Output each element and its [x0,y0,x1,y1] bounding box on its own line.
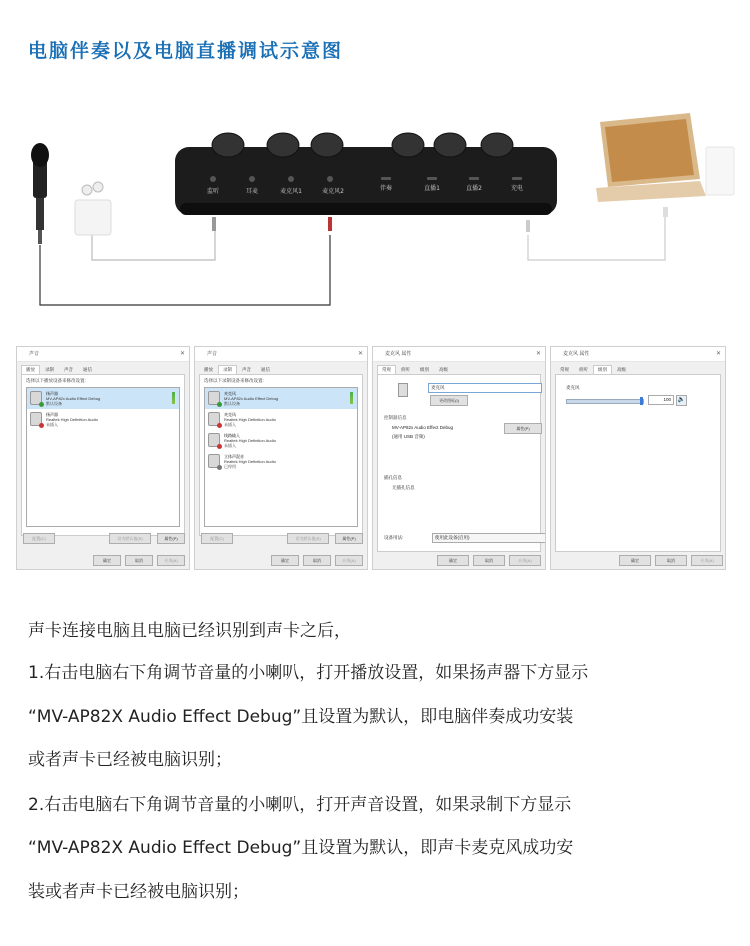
stereo-mix-icon [208,454,220,468]
controller-sub: (通用 USB 音频) [392,434,425,439]
tab-general[interactable]: 常规 [377,365,396,374]
device-list [26,387,180,527]
port-label: 麦克风2 [322,188,344,195]
tab-playback[interactable]: 播放 [204,367,213,372]
tab-levels[interactable]: 级别 [593,365,612,374]
device-item[interactable]: 立体声混音 Realtek High Definition Audio 已停用 [205,451,357,472]
tab-sounds[interactable]: 声音 [64,367,73,372]
window-title: 麦克风 属性 [563,351,590,357]
cable-usb [528,215,665,260]
level-value-field[interactable]: 100 [648,395,674,405]
port-label: 充电 [510,185,524,192]
tab-recording[interactable]: 录制 [45,367,54,372]
mic-level-label: 麦克风 [566,385,580,390]
volume-slider[interactable] [566,399,644,404]
paragraph-step2-line1: 2.右击电脑右下角调节音量的小喇叭，打开声音设置，如果录制下方显示 [28,795,572,815]
port-label: 麦克风1 [280,188,302,195]
apply-button[interactable]: 应用(A) [509,555,541,566]
close-icon[interactable]: ✕ [535,351,541,357]
ok-button[interactable]: 确定 [619,555,651,566]
cancel-button[interactable]: 取消 [473,555,505,566]
device-list [204,387,358,527]
sound-card-device [175,133,557,232]
power-adapter-image [706,147,734,195]
tab-advanced[interactable]: 高级 [439,367,448,372]
device-item[interactable]: 扬声器 MV-AP82x Audio Effect Debug 默认设备 [27,388,179,409]
set-default-button[interactable]: 设为默认值(S) [109,533,151,544]
usage-label: 设备用法: [384,535,404,540]
device-item[interactable]: 麦克风 Realtek High Definition Audio 未插入 [205,409,357,430]
paragraph-intro: 声卡连接电脑且电脑已经识别到声卡之后， [28,621,351,641]
device-item[interactable]: 麦克风 MV-AP82x Audio Effect Debug 默认设备 [205,388,357,409]
tab-levels[interactable]: 级别 [420,367,429,372]
sound-dialog-recording [194,346,368,570]
sound-dialog-playback [16,346,190,570]
properties-button[interactable]: 属性(P) [335,533,363,544]
apply-button[interactable]: 应用(A) [335,555,363,566]
close-icon[interactable]: ✕ [357,351,363,357]
port-label: 耳麦 [245,188,259,195]
set-default-button[interactable]: 设为默认值(S) [287,533,329,544]
controller-name: MV-AP82x Audio Effect Debug [392,425,453,430]
laptop-image [596,113,706,202]
paragraph-step1-line3: 或者声卡已经被电脑识别； [28,750,232,770]
jack-label: 插孔信息 [384,475,402,480]
close-icon[interactable]: ✕ [715,351,721,357]
microphone-icon [208,412,220,426]
connection-diagram [0,95,750,335]
tab-communications[interactable]: 通信 [83,367,92,372]
mic-properties-general [372,346,546,570]
tab-listen[interactable]: 侦听 [401,367,410,372]
microphone-icon [208,391,220,405]
mic-properties-levels [550,346,726,570]
hint-text: 选择以下录制设备来修改设置: [204,378,264,383]
earphones-image [75,182,111,235]
configure-button[interactable]: 配置(C) [23,533,55,544]
apply-button[interactable]: 应用(A) [157,555,185,566]
slider-thumb[interactable] [640,397,643,405]
microphone-icon [398,383,408,397]
speaker-icon [30,412,42,426]
cancel-button[interactable]: 取消 [125,555,153,566]
device-name-field[interactable]: 麦克风 [428,383,542,393]
paragraph-step1-line2: “MV-AP82X Audio Effect Debug”且设置为默认，即电脑伴奏成功安装 [28,707,574,727]
level-meter [172,392,175,404]
page-title: 电脑伴奏以及电脑直播调试示意图 [28,40,344,62]
tab-sounds[interactable]: 声音 [242,367,251,372]
tab-communications[interactable]: 通信 [261,367,270,372]
apply-button[interactable]: 应用(A) [691,555,723,566]
device-item[interactable]: 线路输入 Realtek High Definition Audio 未插入 [205,430,357,451]
ok-button[interactable]: 确定 [437,555,469,566]
cancel-button[interactable]: 取消 [655,555,687,566]
hint-text: 选择以下播放设备来修改设置: [26,378,86,383]
speaker-mute-icon[interactable]: 🔈 [676,395,687,406]
paragraph-step2-line2: “MV-AP82X Audio Effect Debug”且设置为默认，即声卡麦克风成功安 [28,838,574,858]
port-label: 伴奏 [379,185,393,192]
configure-button[interactable]: 配置(C) [201,533,233,544]
line-in-icon [208,433,220,447]
tab-recording[interactable]: 录制 [218,365,237,374]
cancel-button[interactable]: 取消 [303,555,331,566]
speaker-icon [30,391,42,405]
tab-general[interactable]: 常规 [560,367,569,372]
usage-select[interactable]: 使用此设备(启用) [432,533,546,543]
paragraph-step1-line1: 1.右击电脑右下角调节音量的小喇叭，打开播放设置，如果扬声器下方显示 [28,663,589,683]
properties-button[interactable]: 属性(P) [157,533,185,544]
tab-listen[interactable]: 侦听 [579,367,588,372]
controller-label: 控制器信息 [384,415,407,420]
window-title: 麦克风 属性 [385,351,412,357]
paragraph-step2-line3: 装或者声卡已经被电脑识别； [28,882,249,902]
cable-microphone [40,235,330,305]
ok-button[interactable]: 确定 [271,555,299,566]
window-title: 声音 [29,351,40,357]
port-label: 直播2 [466,185,482,192]
microphone-image [31,143,49,244]
tab-advanced[interactable]: 高级 [617,367,626,372]
port-label: 直播1 [424,185,440,192]
level-meter [350,392,353,404]
jack-value: 无插孔信息 [392,485,415,490]
properties-button[interactable]: 属性(P) [504,423,542,434]
close-icon[interactable]: ✕ [179,351,185,357]
window-title: 声音 [207,351,218,357]
ok-button[interactable]: 确定 [93,555,121,566]
port-label: 监听 [206,188,220,195]
change-icon-button[interactable]: 更改图标(I) [430,395,468,406]
device-item[interactable]: 扬声器 Realtek High Definition Audio 未插入 [27,409,179,430]
tab-playback[interactable]: 播放 [21,365,40,374]
